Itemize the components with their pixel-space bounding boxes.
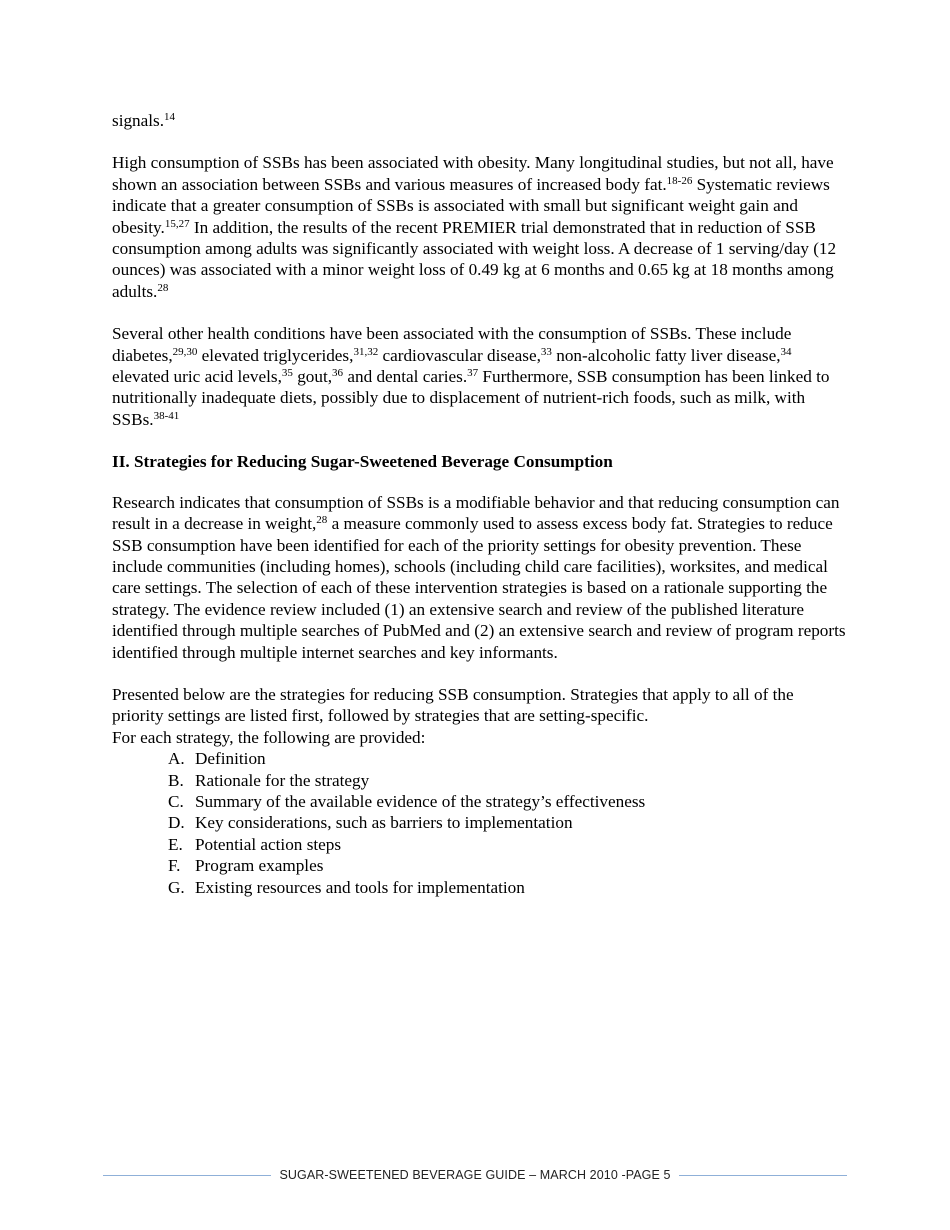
page-footer [103,1164,847,1186]
list-item-letter: G. [168,877,185,897]
paragraph-continuation: signals.$^{14}$ [112,111,176,130]
footer-rule-left [103,1175,271,1176]
list-item-text: Rationale for the strategy [195,770,370,790]
list-item-text: Program examples [195,856,324,876]
citation-superscript: 18-26 [666,174,693,187]
citation-superscript: 14 [164,111,176,123]
list-item-text: Summary of the available evidence of the strategy’s effectiveness [195,791,646,811]
citation-superscript: 34 [780,345,792,358]
citation-superscript: 31,32 [353,345,379,358]
citation-superscript: 37 [467,367,479,380]
paragraph-health-conditions: Several other health conditions have been associated with the consumption of SSBs. These include diabetes,$^{29,30}$ elevated triglycerides,$^{31,32}$ cardiovascular disease,$^{33}$ non-alcoholic fatty liver disease,$^{34}$ elevated uric acid levels,$^{35}$ gout,$^{36}$ and dental caries.$^{37}$ Furthermore, SSB consumption has been linked to nutritionally inadequate diets, possibly due to displacement of nutrient-rich foods, such as milk, with SSBs.$^{38-41}$ [112,324,830,429]
document-body [112,110,847,898]
list-item [168,877,847,898]
list-item-text: Existing resources and tools for implementation [195,877,525,897]
list-item-text: Potential action steps [195,834,342,854]
citation-superscript: 38-41 [153,409,180,422]
citation-superscript: 28 [316,514,328,527]
paragraph-obesity: High consumption of SSBs has been associated with obesity. Many longitudinal studies, but not all, have shown an association between SSBs and various measures of increased body fat.$^{18-26}$ Systematic reviews indicate that a greater consumption of SSBs is associated with small but significant weight gain and obesity.$^{15,27}$ In addition, the results of the recent PREMIER trial demonstrated that in reduction of SSB consumption among adults was significantly associated with weight loss. A decrease of 1 serving/day (12 ounces) was associated with a minor weight loss of 0.49 kg at 6 months and 0.65 kg at 18 months among adults.$^{28}$ [112,153,837,301]
footer-text: SUGAR-SWEETENED BEVERAGE GUIDE – MARCH 2010 -PAGE 5 [279,1168,671,1182]
list-item [168,834,847,855]
citation-superscript: 33 [540,345,552,358]
list-item [168,855,847,876]
list-item [168,791,847,812]
citation-superscript: 15,27 [164,217,190,230]
paragraph-research: Research indicates that consumption of SSBs is a modifiable behavior and that reducing consumption can result in a decrease in weight,$^{28}$ a measure commonly used to assess excess body fat. Strategies to reduce SSB consumption have been identified for each of the priority settings for obesity prevention. These include communities (including homes), schools (including child care facilities), worksites, and medical care settings. The selection of each of these intervention strategies is based on a rationale supporting the strategy. The evidence review included (1) an extensive search and review of the published literature identified through multiple searches of PubMed and (2) an extensive search and review of program reports identified through multiple internet searches and key informants. [112,492,846,662]
citation-superscript: 35 [281,367,293,380]
citation-superscript: 29,30 [172,345,198,358]
footer-rule-right [679,1175,847,1176]
list-item-text: Key considerations, such as barriers to implementation [195,813,573,833]
list-item-letter: E. [168,834,183,854]
list-item [168,812,847,833]
list-item-letter: A. [168,749,185,769]
list-item-letter: B. [168,770,184,790]
list-item-letter: F. [168,856,181,876]
list-item-letter: C. [168,791,184,811]
list-item-text: Definition [195,749,266,769]
list-item-letter: D. [168,813,185,833]
provided-items-list [112,748,847,898]
citation-superscript: 28 [157,281,169,294]
section-heading: II. Strategies for Reducing Sugar-Sweetened Beverage Consumption [112,452,613,472]
citation-superscript: 36 [332,367,344,380]
list-item [168,748,847,769]
paragraph-presented-below: Presented below are the strategies for reducing SSB consumption. Strategies that apply to all of the priority settings are listed first, followed by strategies that are setting-specific. For each strategy, the following are provided: [112,684,794,747]
list-item [168,770,847,791]
